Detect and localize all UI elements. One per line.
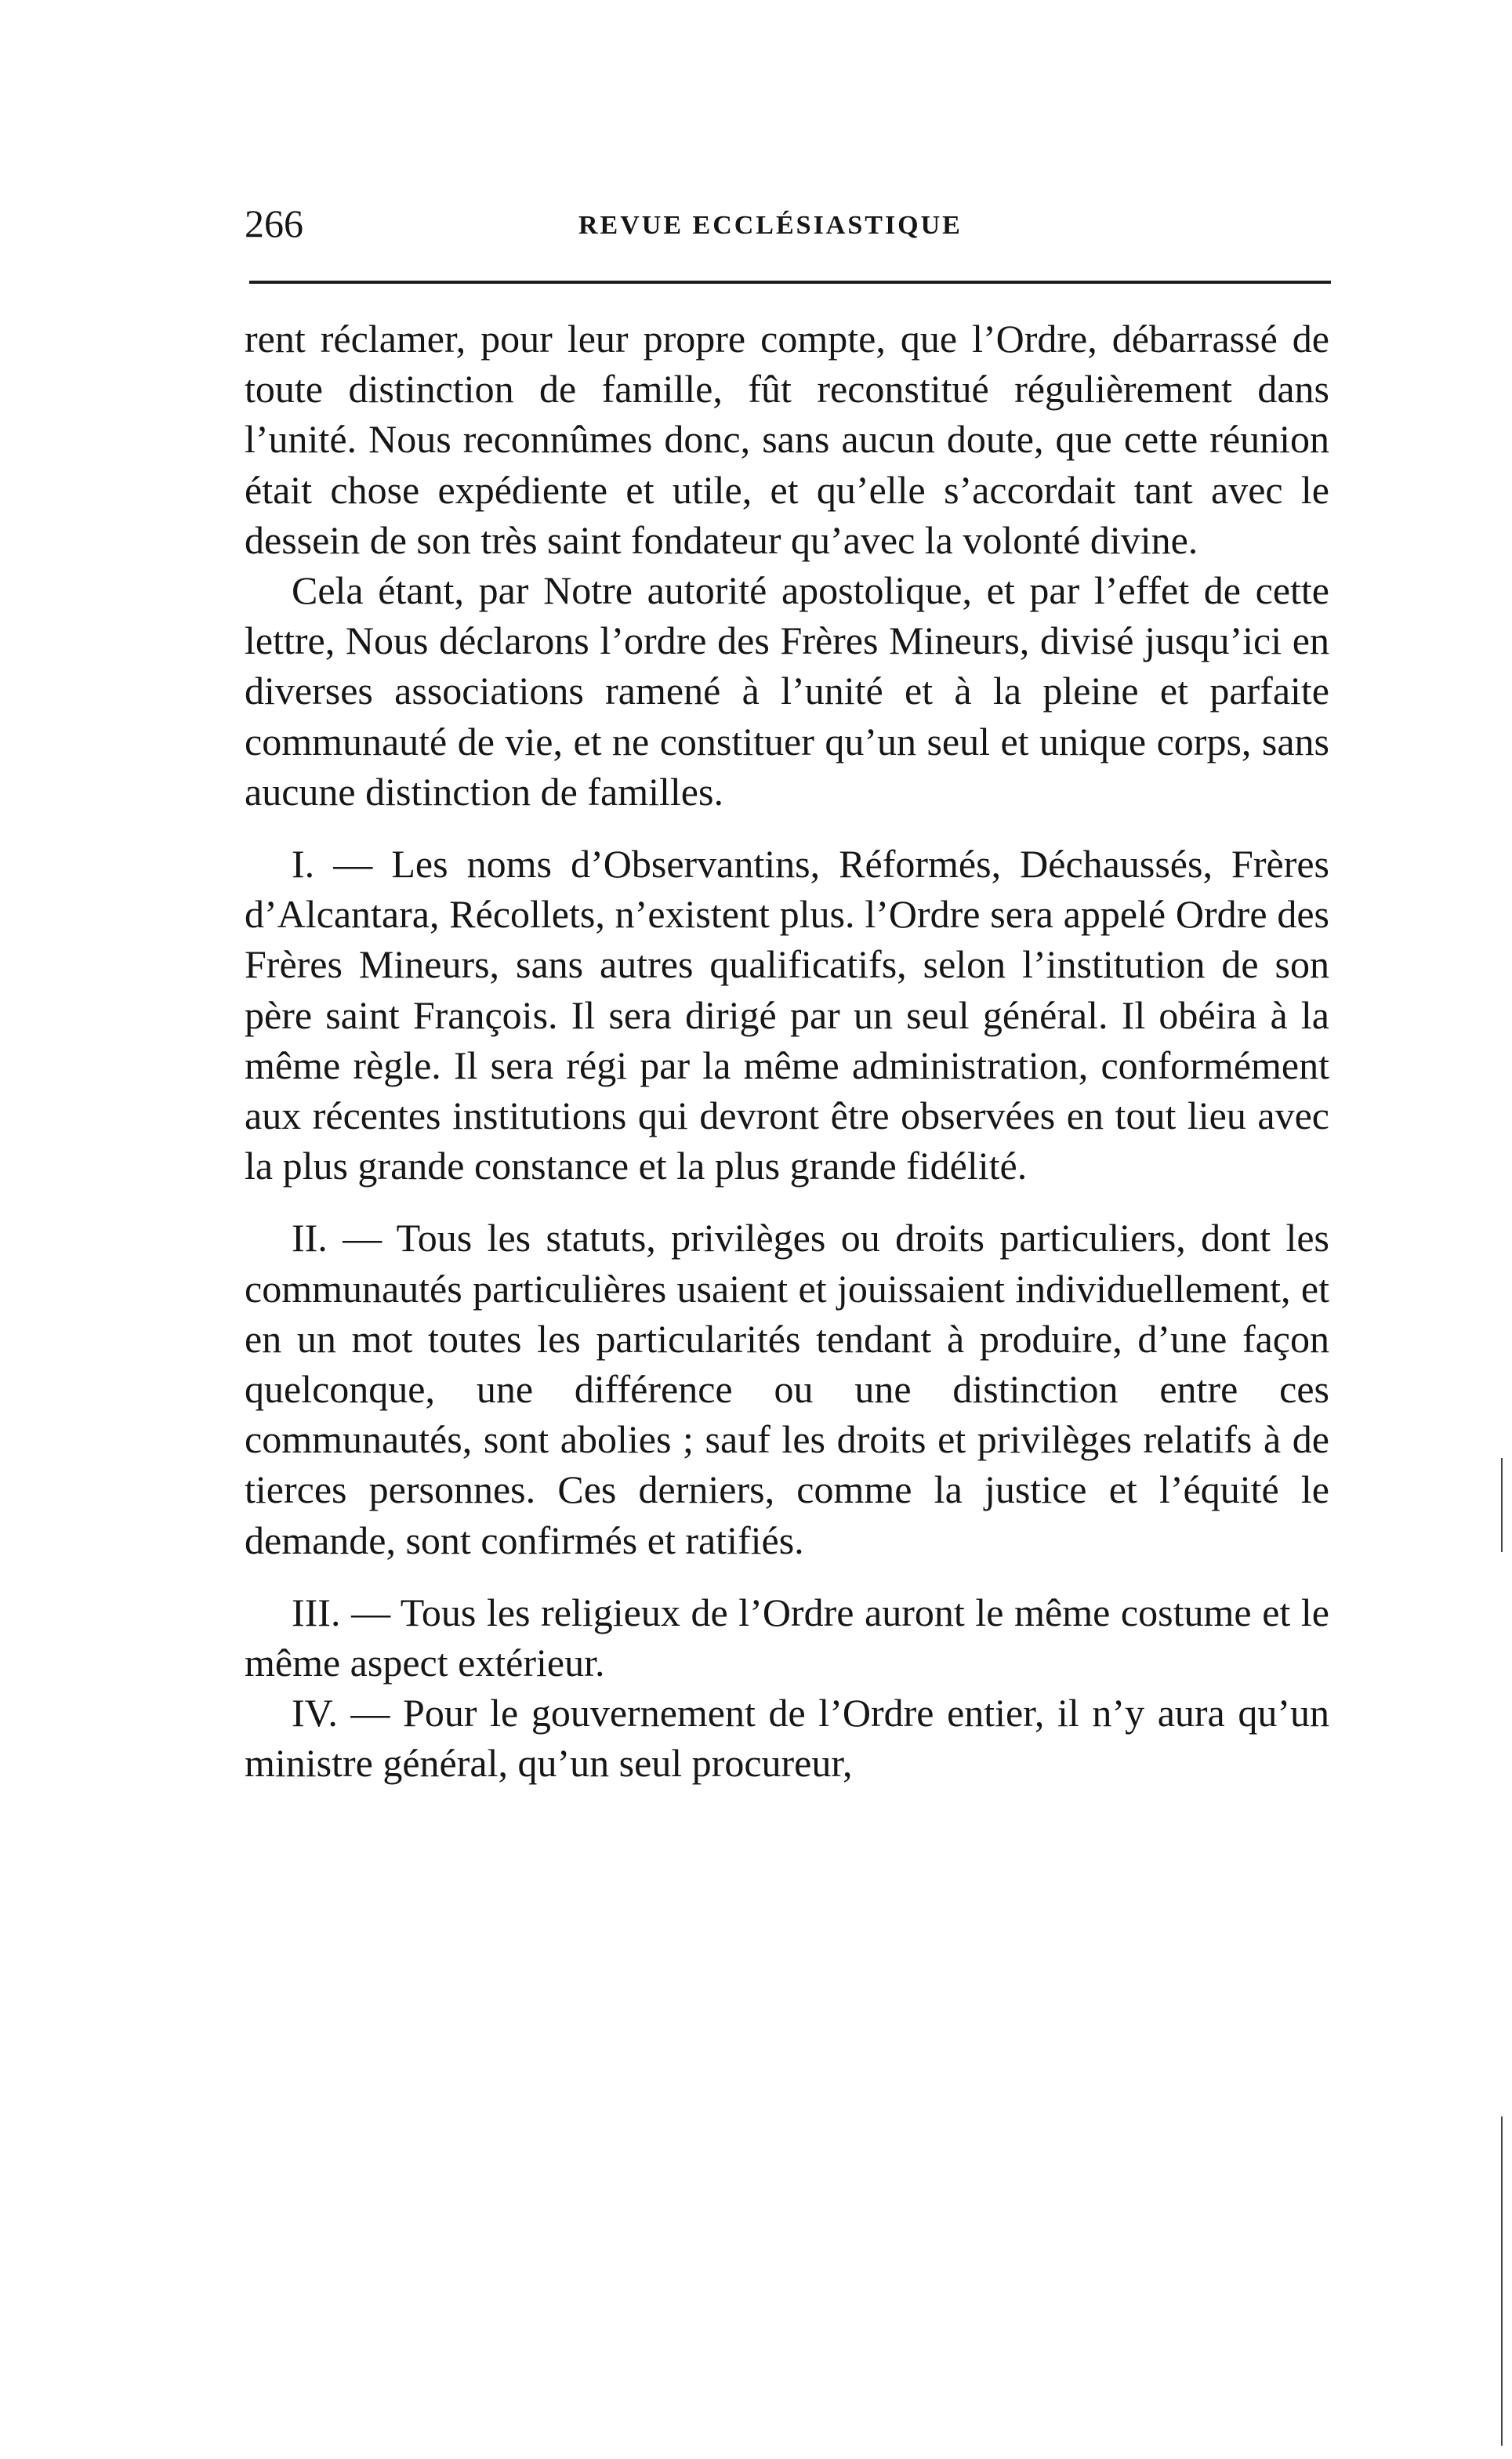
header-rule xyxy=(249,281,1331,284)
article-ii: II. — Tous les statuts, privilèges ou droits particuliers, dont les communautés particulières usaient et jouissaient individuellement, et en un mot toutes les particularités tendant à produire, d’une façon quelconque, une différence ou une distinction entre ces communautés, sont abolies ; sauf les droits et privilèges relatifs à de tierces personnes. Ces derniers, comme la justice et l’équité le demande, sont confirmés et ratifiés. xyxy=(245,1216,1329,1562)
paragraph-declaration: Cela étant, par Notre autorité apostolique, et par l’effet de cette lettre, Nous déclarons l’ordre des Frères Mineurs, divisé jusqu’ici en diverses associations ramené à l’unité et à la pleine et parfaite communauté de vie, et ne constituer qu’un seul et unique corps, sans aucune distinction de familles. xyxy=(245,568,1329,814)
running-head xyxy=(245,196,1329,251)
article-iii: III. — Tous les religieux de l’Ordre auront le même costume et le même aspect extérieur. xyxy=(245,1590,1329,1685)
page-number: 266 xyxy=(245,201,303,245)
paragraph-continuation: rent réclamer, pour leur propre compte, que l’Ordre, débarrassé de toute distinction de famille, fût reconstitué régulièrement dans l’unité. Nous reconnûmes donc, sans aucun doute, que cette réunion était chose expédiente et utile, et qu’elle s’accordait tant avec le dessein de son très saint fondateur qu’avec la volonté divine. xyxy=(245,317,1329,562)
journal-title: REVUE ECCLÉSIASTIQUE xyxy=(578,211,963,240)
scan-edge-mark xyxy=(1501,2116,1503,2446)
scan-edge-mark xyxy=(1501,1458,1503,1552)
body-text xyxy=(245,314,1329,1789)
article-i: I. — Les noms d’Observantins, Réformés, Déchaussés, Frères d’Alcantara, Récollets, n’existent plus. l’Ordre sera appelé Ordre des Frères Mineurs, sans autres qualificatifs, selon l’institution de son père saint François. Il sera dirigé par un seul général. Il obéira à la même règle. Il sera régi par la même administration, conformément aux récentes institutions qui devront être observées en tout lieu avec la plus grande constance et la plus grande fidélité. xyxy=(245,842,1329,1188)
article-iv: IV. — Pour le gouvernement de l’Ordre entier, il n’y aura qu’un ministre général, qu’un seul procureur, xyxy=(245,1691,1329,1786)
